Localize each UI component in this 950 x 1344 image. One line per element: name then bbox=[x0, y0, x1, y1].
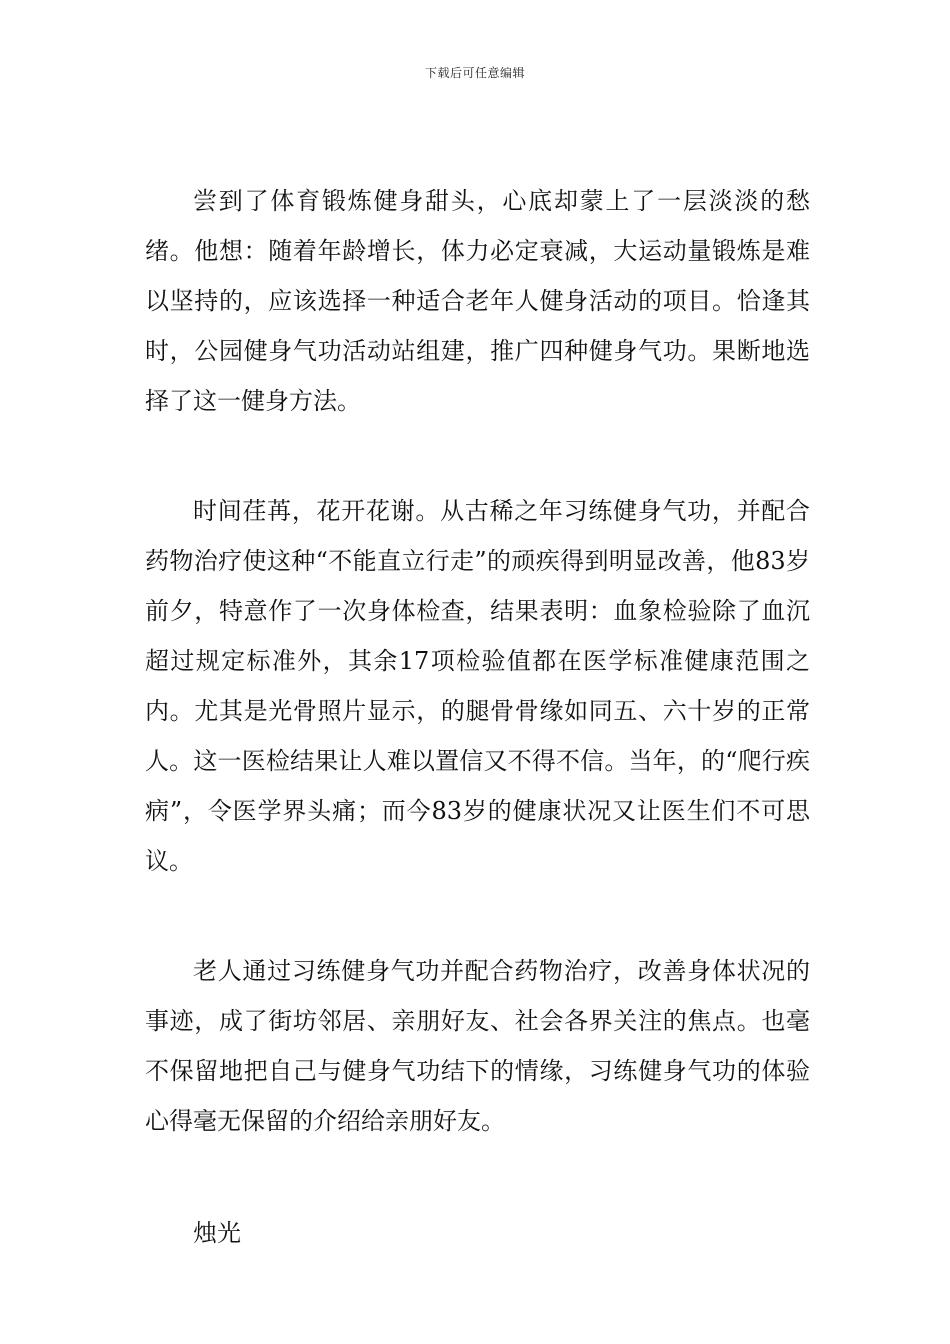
paragraph-4: 烛光 bbox=[193, 1219, 241, 1247]
paragraph-1: 尝到了体育锻炼健身甜头，心底却蒙上了一层淡淡的愁绪。他想：随着年龄增长，体力必定衰减，大运动量锻炼是难以坚持的，应该选择一种适合老年人健身活动的项目。恰逢其时，公园健身气功活动站组建，推广四种健身气功。果断地选择了这一健身方法。 bbox=[145, 187, 810, 415]
page-header: 下载后可任意编辑 bbox=[424, 66, 525, 80]
document-body bbox=[145, 176, 810, 1258]
paragraph-3: 老人通过习练健身气功并配合药物治疗，改善身体状况的事迹，成了街坊邻居、亲朋好友、社会各界关注的焦点。也毫不保留地把自己与健身气功结下的情缘，习练健身气功的体验心得毫无保留的介绍给亲朋好友。 bbox=[145, 957, 810, 1135]
paragraph-2: 时间荏苒，花开花谢。从古稀之年习练健身气功，并配合药物治疗使这种“不能直立行走”的顽疾得到明显改善，他83岁前夕，特意作了一次身体检查，结果表明：血象检验除了血沉超过规定标准外，其余17项检验值都在医学标准健康范围之内。尤其是光骨照片显示，的腿骨骨缘如同五、六十岁的正常人。这一医检结果让人难以置信又不得不信。当年，的“爬行疾病”，令医学界头痛；而今83岁的健康状况又让医生们不可思议。 bbox=[145, 497, 810, 875]
